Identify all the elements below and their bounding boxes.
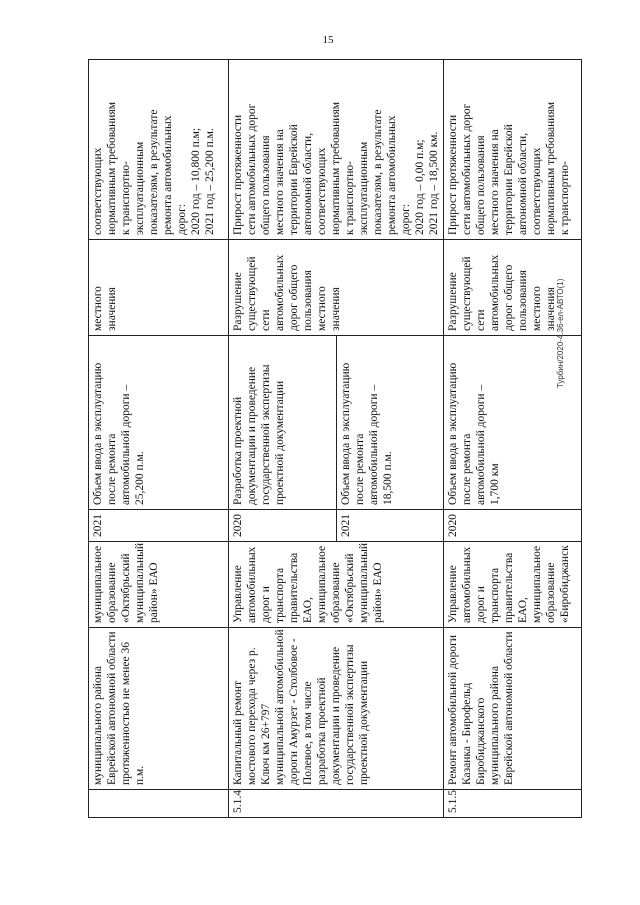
- text-line: общего пользования: [260, 135, 273, 235]
- text-line: муниципального района: [92, 666, 104, 785]
- text-line: муниципальной автомобильной: [274, 629, 287, 785]
- text-line: 25,200 п.м.: [134, 451, 147, 505]
- text-line: Управление: [232, 565, 244, 623]
- text-line: дорог:: [176, 203, 189, 235]
- text-line: образование: [106, 562, 119, 623]
- text-line: местного значения на: [274, 129, 287, 235]
- text-line: Разрушение: [447, 272, 460, 331]
- text-line: ЕАО,: [517, 597, 530, 623]
- text-line: правительства: [288, 552, 301, 623]
- text-line: муниципальное: [531, 545, 544, 623]
- text-line: муниципальный: [134, 542, 147, 623]
- text-line: автономной области,: [302, 132, 315, 235]
- text-line: значения: [545, 287, 558, 331]
- text-line: «Биробиджанск: [559, 545, 572, 623]
- indicator-cell: [336, 336, 444, 510]
- text-line: после ремонта: [106, 433, 119, 505]
- text-line: сети: [475, 309, 488, 331]
- year-cell: 2021: [336, 510, 444, 542]
- text-line: значения: [330, 287, 343, 331]
- table-row: [229, 60, 337, 818]
- text-line: территории Еврейской: [503, 124, 516, 235]
- text-line: соответствующих: [316, 147, 329, 235]
- text-line: автомобильной дороги –: [475, 384, 488, 505]
- text-line: муниципального района: [489, 666, 502, 785]
- text-line: Разработка проектной: [232, 396, 244, 505]
- text-line: «Октябрьский: [344, 553, 357, 623]
- text-line: автомобильных: [489, 254, 502, 331]
- text-line: разработка проектной: [316, 677, 329, 785]
- year-cell: 2020: [229, 510, 337, 542]
- text-line: 18,500 п.м.: [381, 451, 394, 505]
- text-line: автомобильной дороги –: [367, 384, 380, 505]
- text-line: образование: [330, 562, 343, 623]
- text-line: сети: [260, 309, 273, 331]
- text-line: ремонта автомобильных: [162, 115, 175, 235]
- text-line: документации и проведение: [246, 366, 259, 505]
- text-line: общего пользования: [475, 135, 488, 235]
- text-line: 2021 год – 25,200 п.м.: [204, 128, 217, 235]
- text-line: Казанка - Бирофельд: [461, 682, 474, 785]
- text-line: п.м.: [134, 765, 147, 785]
- text-line: Биробиджанского: [475, 697, 488, 785]
- executor-cell: [444, 542, 582, 628]
- text-line: Прирост протяженности: [232, 114, 244, 235]
- text-line: муниципальное: [92, 545, 104, 623]
- text-line: протяженностью не менее 36: [120, 641, 133, 785]
- indicator-cell: [89, 336, 229, 510]
- executor-cell: [229, 542, 444, 628]
- text-line: транспорта: [489, 567, 502, 623]
- text-line: Разрушение: [232, 272, 244, 331]
- text-line: дорог:: [400, 203, 413, 235]
- program-measures-table: [88, 59, 582, 818]
- text-line: мостового перехода через р.: [246, 647, 259, 785]
- page-number: 15: [322, 34, 334, 46]
- text-line: автомобильных: [461, 546, 474, 623]
- text-line: соответствующих: [531, 147, 544, 235]
- text-line: нормативным требованиям: [106, 101, 119, 235]
- executor-cell: [89, 542, 229, 628]
- text-line: муниципальное: [316, 545, 329, 623]
- text-line: Объем ввода в эксплуатацию: [339, 362, 352, 505]
- text-line: проектной документации: [274, 380, 287, 505]
- text-line: ЕАО,: [302, 597, 315, 623]
- text-line: «Октябрьский: [120, 553, 133, 623]
- text-line: муниципальный: [358, 542, 371, 623]
- text-line: Ремонт автомобильной дороги: [447, 634, 460, 785]
- text-line: Прирост протяженности: [447, 114, 460, 235]
- measure-name-cell: [444, 628, 582, 790]
- consequence-cell: [229, 240, 444, 336]
- text-line: Ключ км 26+797: [260, 703, 273, 785]
- text-line: значения: [106, 287, 119, 331]
- text-line: местного: [92, 286, 104, 331]
- text-line: проектной документации: [358, 660, 371, 785]
- text-line: автомобильных: [246, 546, 259, 623]
- measure-name-cell: [89, 628, 229, 790]
- text-line: местного: [316, 286, 329, 331]
- text-line: автомобильных: [274, 254, 287, 331]
- row-number-cell: 5.1.5: [444, 790, 582, 818]
- text-line: нормативным требованиям: [330, 101, 343, 235]
- text-line: существующей: [461, 256, 474, 331]
- text-line: существующей: [246, 256, 259, 331]
- text-line: к транспортно-: [559, 160, 572, 235]
- text-line: к транспортно-: [344, 160, 357, 235]
- text-line: местного: [531, 286, 544, 331]
- text-line: транспорта: [274, 567, 287, 623]
- text-line: автономной области,: [517, 132, 530, 235]
- text-line: образование: [545, 562, 558, 623]
- text-line: дорог и: [475, 586, 488, 623]
- row-number-cell: 5.1.4: [229, 790, 444, 818]
- text-line: дорог общего: [288, 264, 301, 331]
- year-cell: 2020: [444, 510, 582, 542]
- text-line: ремонта автомобильных: [386, 115, 399, 235]
- text-line: автомобильной дороги –: [120, 384, 133, 505]
- text-line: пользования: [517, 270, 530, 331]
- table-row: [89, 60, 229, 818]
- text-line: нормативным требованиям: [545, 101, 558, 235]
- text-line: Еврейской автономной области: [503, 631, 516, 785]
- text-line: эксплуатационным: [134, 141, 147, 235]
- text-line: показателям, в результате: [148, 109, 161, 235]
- rotated-table-page: [88, 60, 572, 836]
- text-line: Капитальный ремонт: [232, 680, 244, 785]
- text-line: 2021 год – 18,500 км.: [428, 131, 441, 235]
- text-line: соответствующих: [92, 147, 104, 235]
- text-line: Управление: [447, 565, 460, 623]
- footer-code: Турбин/2020-4.36-ел-АВТО(1): [556, 278, 565, 388]
- relation-cell: [229, 60, 444, 240]
- text-line: эксплуатационным: [358, 141, 371, 235]
- text-line: пользования: [302, 270, 315, 331]
- text-line: правительства: [503, 552, 516, 623]
- text-line: к транспортно-: [120, 160, 133, 235]
- text-line: Объем ввода в эксплуатацию: [447, 362, 460, 505]
- text-line: показателям, в результате: [372, 109, 385, 235]
- text-line: территории Еврейской: [288, 124, 301, 235]
- text-line: район» ЕАО: [372, 562, 385, 623]
- text-line: 2020 год – 0,00 п.м;: [414, 139, 427, 235]
- text-line: дороги Амурзет - Столбовое -: [288, 638, 301, 785]
- text-line: местного значения на: [489, 129, 502, 235]
- indicator-cell: [229, 336, 337, 510]
- row-number-cell: [89, 790, 229, 818]
- text-line: государственной экспертизы: [260, 364, 273, 505]
- text-line: сети автомобильных дорог: [246, 103, 259, 235]
- relation-cell: [444, 60, 582, 240]
- consequence-cell: [89, 240, 229, 336]
- relation-cell: [89, 60, 229, 240]
- text-line: дорог общего: [503, 264, 516, 331]
- text-line: Объем ввода в эксплуатацию: [92, 362, 104, 505]
- text-line: государственной экспертизы: [344, 644, 357, 785]
- text-line: 1,700 км: [489, 463, 502, 505]
- measure-name-cell: [229, 628, 444, 790]
- table-row: [444, 60, 582, 818]
- text-line: дорог и: [260, 586, 273, 623]
- year-cell: 2021: [89, 510, 229, 542]
- text-line: документации и проведение: [330, 646, 343, 785]
- text-line: после ремонта: [353, 433, 366, 505]
- text-line: после ремонта: [461, 433, 474, 505]
- text-line: Еврейской автономной области: [106, 631, 119, 785]
- text-line: сети автомобильных дорог: [461, 103, 474, 235]
- text-line: район» ЕАО: [148, 562, 161, 623]
- text-line: 2020 год – 10,800 п.м;: [190, 127, 203, 235]
- text-line: Полевое, в том числе: [302, 681, 315, 785]
